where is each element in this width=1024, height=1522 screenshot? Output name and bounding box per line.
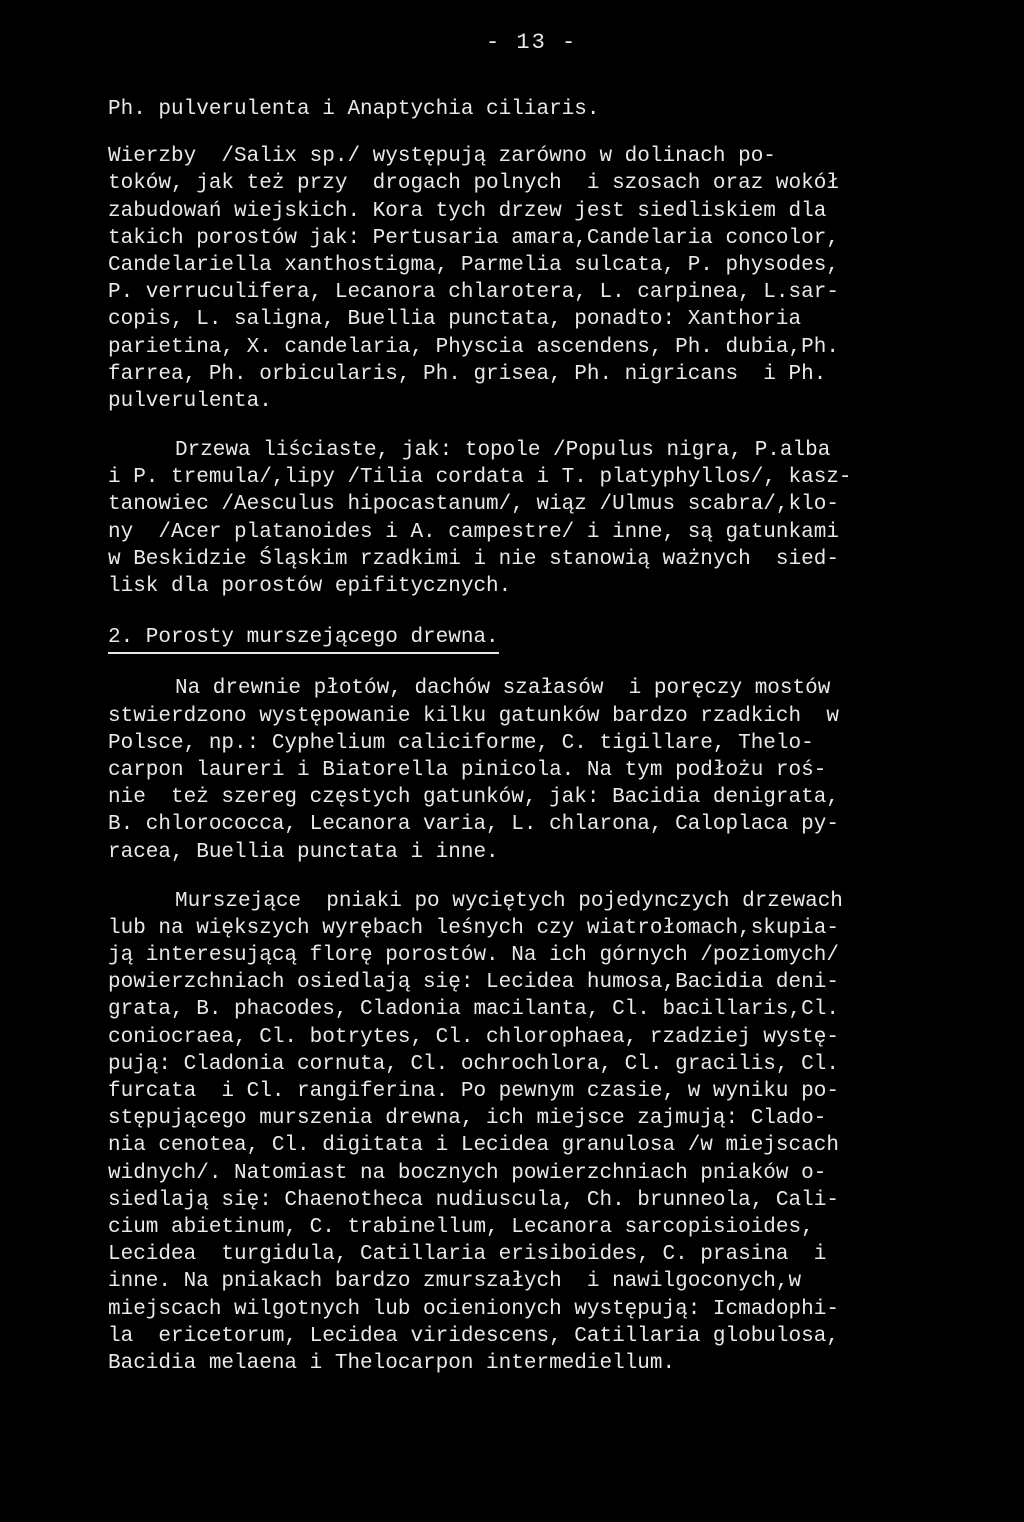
text-line: miejscach wilgotnych lub ocienionych występują: Icmadophi- [108,1297,839,1321]
text-line: racea, Buellia punctata i inne. [108,840,499,864]
text-line: i P. tremula/,lipy /Tilia cordata i T. platyphyllos/, kasz- [108,466,852,490]
text-line: stępującego murszenia drewna, ich miejsce zajmują: Clado- [108,1107,827,1131]
text-line: toków, jak też przy drogach polnych i szosach oraz wokół [108,172,839,196]
text-line: Candelariella xanthostigma, Parmelia sulcata, P. physodes, [108,253,839,277]
paragraph-1 [108,96,928,123]
text-line: coniocraea, Cl. botrytes, Cl. chlorophaea, rzadziej wystę- [108,1025,839,1049]
text-line: inne. Na pniakach bardzo zmurszałych i nawilgoconych,w [108,1270,802,1294]
text-line: ny /Acer platanoides i A. campestre/ i inne, są gatunkami [108,520,839,544]
section-heading-text: 2. Porosty murszejącego drewna. [108,624,499,654]
text-line: copis, L. saligna, Buellia punctata, ponadto: Xanthoria [108,308,802,332]
text-line: nie też szereg częstych gatunków, jak: Bacidia denigrata, [108,786,839,810]
text-line: Ph. pulverulenta i Anaptychia ciliaris. [108,98,600,121]
text-line: la ericetorum, Lecidea viridescens, Catillaria globulosa, [108,1324,839,1348]
text-line: nia cenotea, Cl. digitata i Lecidea granulosa /w miejscach [108,1134,839,1158]
text-line: powierzchniach osiedlają się: Lecidea humosa,Bacidia deni- [108,971,839,995]
text-line: carpon laureri i Biatorella pinicola. Na tym podłożu roś- [108,758,827,782]
text-line: furcata i Cl. rangiferina. Po pewnym czasie, w wyniku po- [108,1080,839,1103]
text-line: stwierdzono występowanie kilku gatunków bardzo rzadkich w [108,704,839,728]
text-line: farrea, Ph. orbicularis, Ph. grisea, Ph. nigricans i Ph. [108,362,827,386]
text-line: Murszejące pniaki po wyciętych pojedynczych drzewach [175,889,843,913]
text-line: widnych/. Natomiast na bocznych powierzchniach pniaków o- [108,1161,827,1185]
text-line: cium abietinum, C. trabinellum, Lecanora sarcopisioides, [108,1215,814,1239]
text-line: siedlają się: Chaenotheca nudiuscula, Ch. brunneola, Cali- [108,1188,839,1212]
text-line: zabudowań wiejskich. Kora tych drzew jest siedliskiem dla [108,199,827,223]
text-line: P. verruculifera, Lecanora chlarotera, L. carpinea, L.sar- [108,281,839,305]
text-line: Drzewa liściaste, jak: topole /Populus nigra, P.alba [175,439,831,463]
paragraph-4 [108,675,928,865]
text-line: w Beskidzie Śląskim rzadkimi i nie stanowią ważnych sied- [108,547,839,571]
text-line: pulverulenta. [108,389,272,413]
text-line: ją interesującą florę porostów. Na ich górnych /poziomych/ [108,944,839,968]
text-line: takich porostów jak: Pertusaria amara,Candelaria concolor, [108,226,839,250]
text-line: parietina, X. candelaria, Physcia ascendens, Ph. dubia,Ph. [108,335,839,359]
text-line: Wierzby /Salix sp./ występują zarówno w dolinach po- [108,145,776,169]
text-line: lisk dla porostów epifitycznych. [108,575,512,598]
text-line: Lecidea turgidula, Catillaria erisiboides, C. prasina i [108,1243,827,1267]
paragraph-2 [108,143,928,415]
paragraph-3 [108,437,928,600]
text-line: Na drewnie płotów, dachów szałasów i poręczy mostów [175,677,831,701]
text-line: Polsce, np.: Cyphelium caliciforme, C. tigillare, Thelo- [108,731,814,755]
text-line: tanowiec /Aesculus hipocastanum/, wiąz /Ulmus scabra/,klo- [108,493,839,517]
text-line: pują: Cladonia cornuta, Cl. ochrochlora, Cl. gracilis, Cl. [108,1052,839,1076]
text-line: lub na większych wyrębach leśnych czy wiatrołomach,skupia- [108,916,839,940]
text-line: grata, B. phacodes, Cladonia macilanta, Cl. bacillaris,Cl. [108,998,839,1022]
text-line: B. chlorococca, Lecanora varia, L. chlarona, Caloplaca py- [108,813,839,837]
section-heading [108,624,928,651]
text-line: Bacidia melaena i Thelocarpon intermediellum. [108,1351,676,1375]
body-text [108,96,928,1377]
page-number: - 13 - [486,30,578,55]
paragraph-5 [108,888,928,1377]
